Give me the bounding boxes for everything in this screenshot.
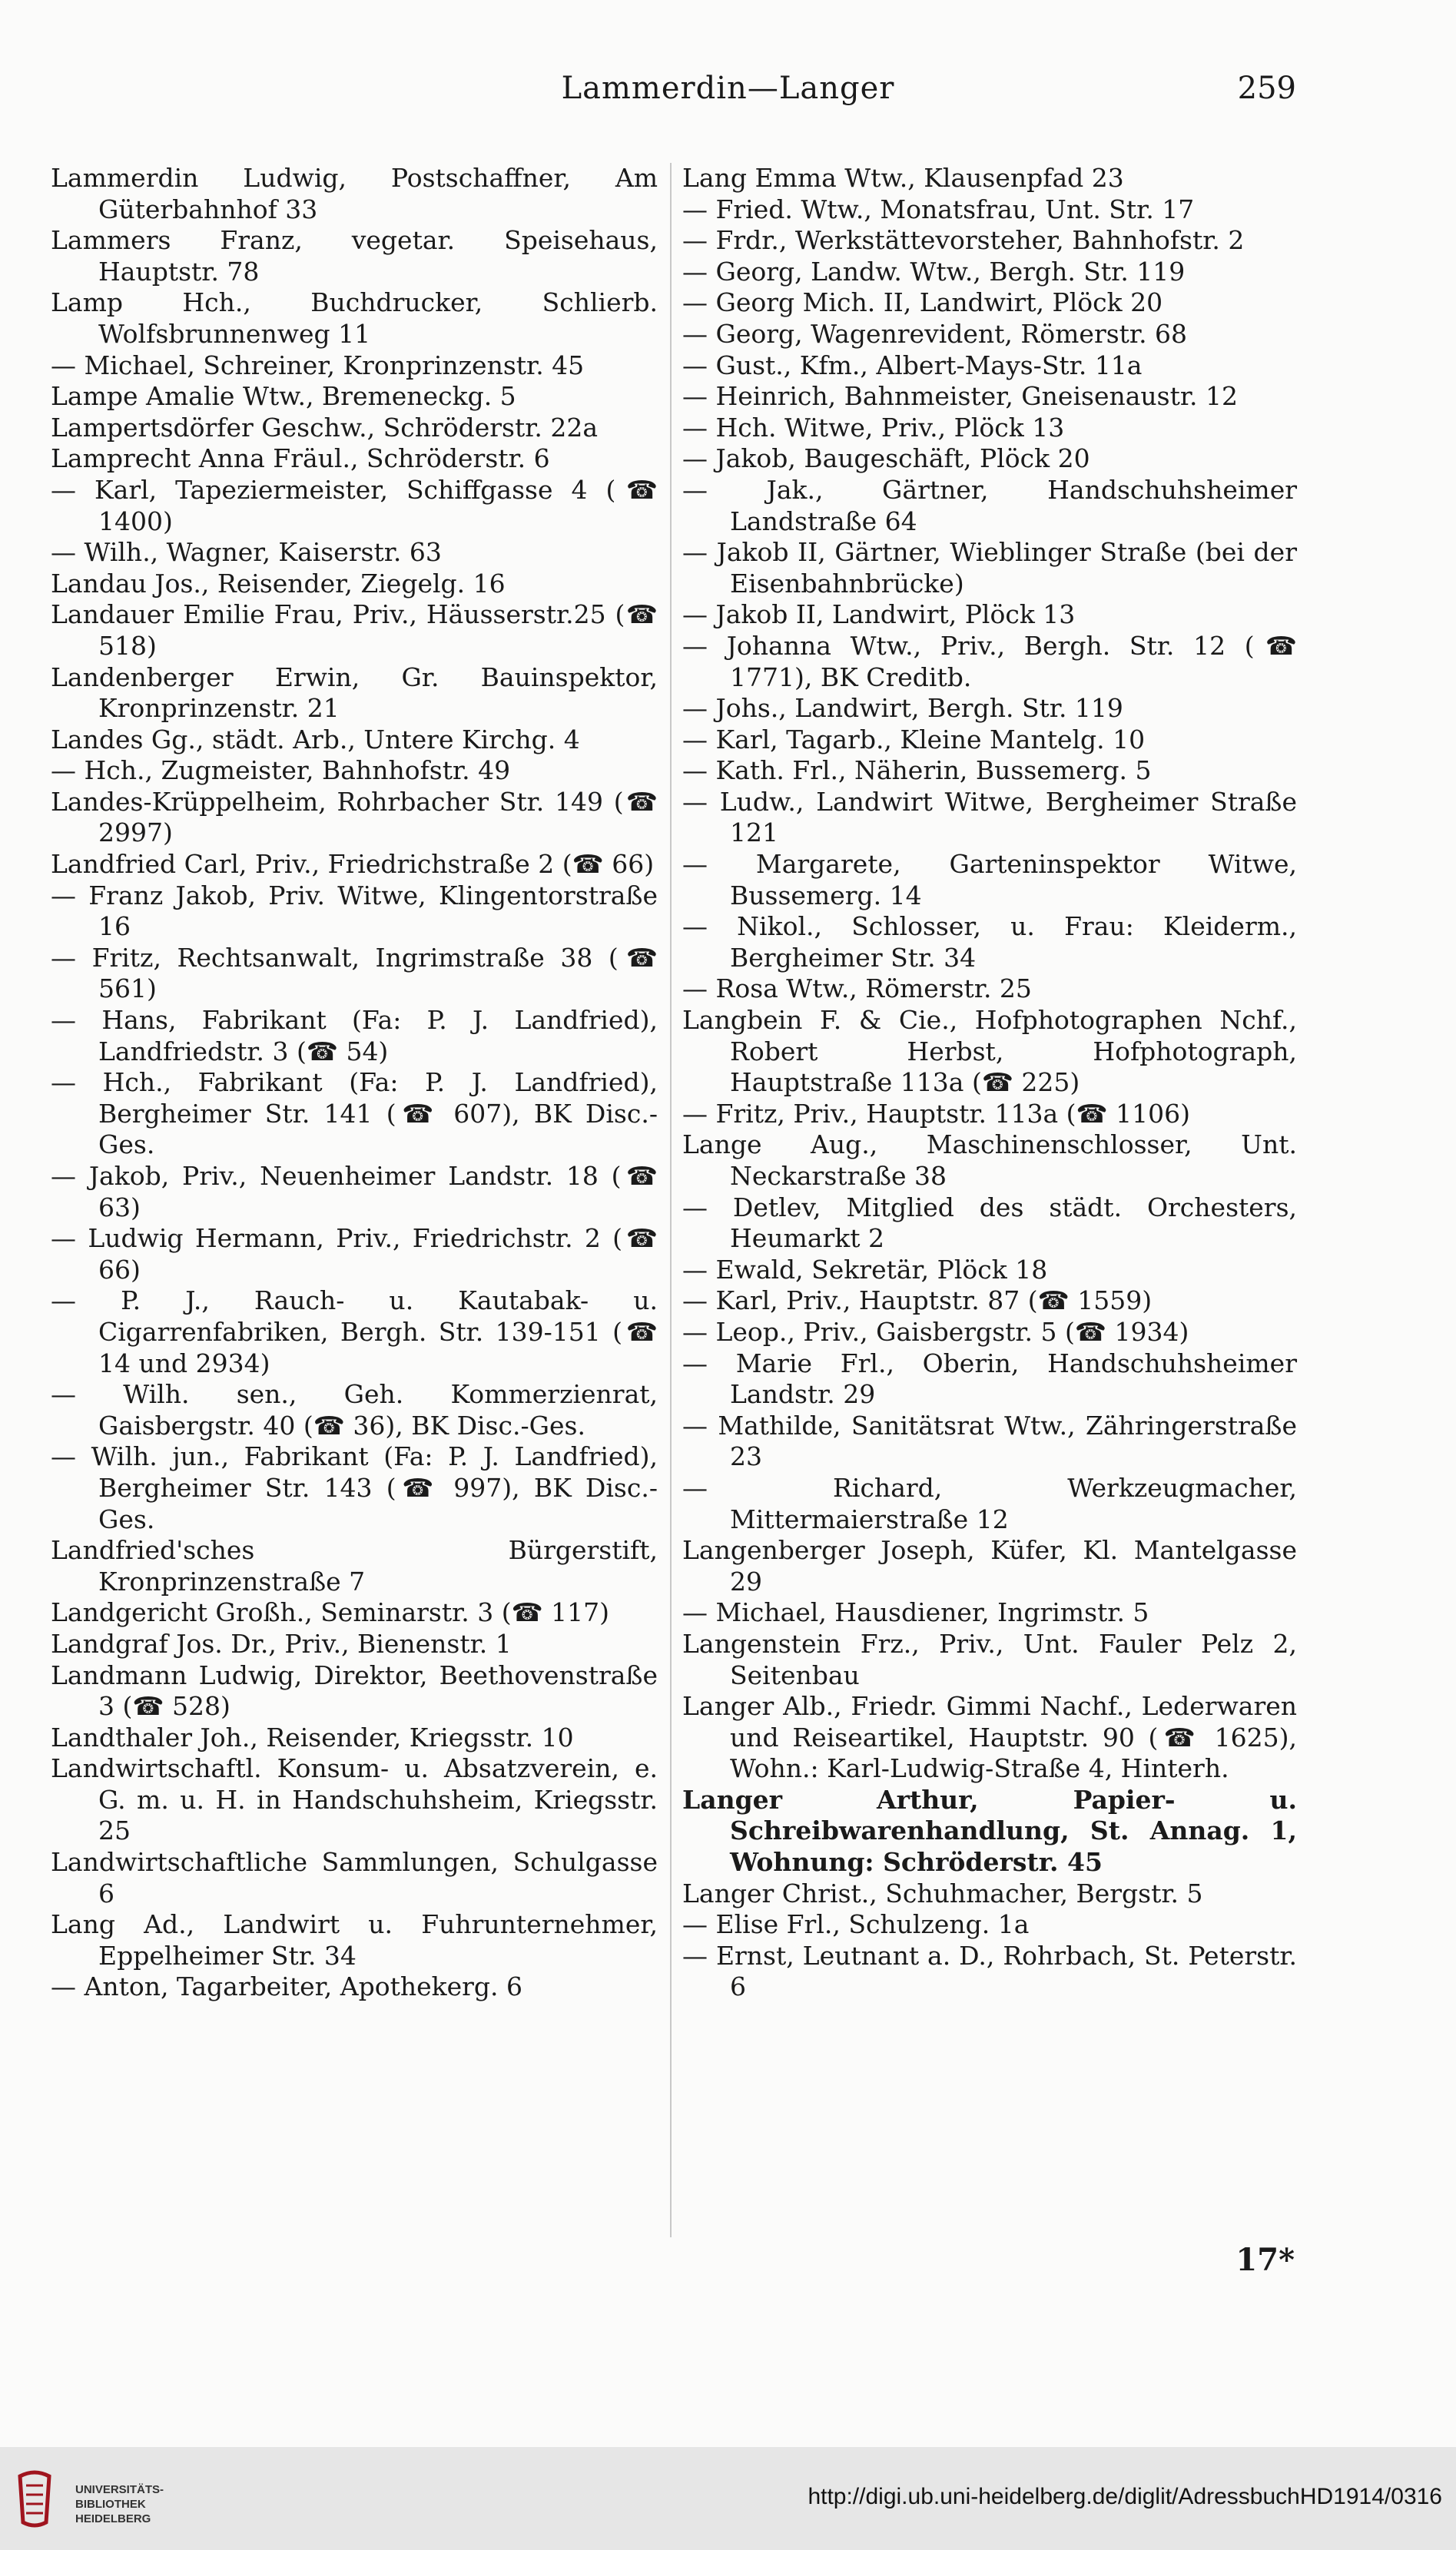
directory-entry: — Elise Frl., Schulzeng. 1a (682, 1909, 1030, 1940)
directory-entry: — Mathilde, Sanitätsrat Wtw., Zähringerstraße 23 (682, 1410, 1297, 1472)
directory-entry: — Fried. Wtw., Monatsfrau, Unt. Str. 17 (682, 194, 1195, 224)
directory-entry: — Ludw., Landwirt Witwe, Bergheimer Straße 121 (682, 786, 1297, 848)
page-number: 259 (1237, 71, 1296, 106)
directory-entry: — Hch. Witwe, Priv., Plöck 13 (682, 412, 1065, 443)
directory-entry: — Karl, Tapeziermeister, Schiffgasse 4 (☎ 1400) (51, 474, 658, 536)
directory-entry: Lamp Hch., Buchdrucker, Schlierb. Wolfsbrunnenweg 11 (51, 287, 658, 349)
directory-entry: — Marie Frl., Oberin, Handschuhsheimer Landstr. 29 (682, 1348, 1297, 1410)
directory-entry: — Gust., Kfm., Albert-Mays-Str. 11a (682, 350, 1143, 380)
signature-mark: 17* (1235, 2242, 1295, 2278)
directory-entry: Landfried'sches Bürgerstift, Kronprinzenstraße 7 (51, 1535, 658, 1597)
directory-entry: — Franz Jakob, Priv. Witwe, Klingentorstraße 16 (51, 880, 658, 942)
directory-entry: Langenberger Joseph, Küfer, Kl. Mantelgasse 29 (682, 1535, 1297, 1597)
directory-entry: — Jakob, Priv., Neuenheimer Landstr. 18 (☎ 63) (51, 1161, 658, 1222)
directory-entry: Landes-Krüppelheim, Rohrbacher Str. 149 (☎ 2997) (51, 786, 658, 848)
directory-entry: Landauer Emilie Frau, Priv., Häusserstr.25 (☎ 518) (51, 599, 658, 661)
library-name-line: HEIDELBERG (75, 2512, 151, 2525)
directory-entry: Lang Ad., Landwirt u. Fuhrunternehmer, Eppelheimer Str. 34 (51, 1909, 658, 1971)
directory-entry: — Leop., Priv., Gaisbergstr. 5 (☎ 1934) (682, 1316, 1189, 1347)
directory-entry: Langbein F. & Cie., Hofphotographen Nchf., Robert Herbst, Hofphotograph, Hauptstraße 113a (☎ 225) (682, 1005, 1297, 1098)
directory-entry: — Nikol., Schlosser, u. Frau: Kleiderm., Bergheimer Str. 34 (682, 911, 1297, 973)
column-divider (670, 163, 672, 2237)
directory-entry: Langer Christ., Schuhmacher, Bergstr. 5 (682, 1878, 1203, 1908)
directory-entry: Landgericht Großh., Seminarstr. 3 (☎ 117) (51, 1597, 610, 1628)
directory-entry: — Georg, Landw. Wtw., Bergh. Str. 119 (682, 256, 1186, 287)
directory-entry: Lang Emma Wtw., Klausenpfad 23 (682, 163, 1124, 193)
directory-entry: Lammers Franz, vegetar. Speisehaus, Hauptstr. 78 (51, 225, 658, 287)
directory-entry: Landmann Ludwig, Direktor, Beethovenstraße 3 (☎ 528) (51, 1660, 658, 1722)
directory-entry: — Johs., Landwirt, Bergh. Str. 119 (682, 693, 1123, 724)
library-name (75, 2482, 164, 2526)
directory-entry: — Detlev, Mitglied des städt. Orchesters, Heumarkt 2 (682, 1192, 1297, 1254)
directory-entry: — Jak., Gärtner, Handschuhsheimer Landstraße 64 (682, 474, 1297, 536)
directory-entry: — Ewald, Sekretär, Plöck 18 (682, 1254, 1048, 1285)
directory-entry: — P. J., Rauch- u. Kautabak- u. Cigarrenfabriken, Bergh. Str. 139-151 (☎ 14 und 2934) (51, 1285, 658, 1378)
directory-entry: — Hans, Fabrikant (Fa: P. J. Landfried), Landfriedstr. 3 (☎ 54) (51, 1005, 658, 1066)
directory-entry: Landgraf Jos. Dr., Priv., Bienenstr. 1 (51, 1628, 512, 1659)
directory-entry: — Karl, Tagarb., Kleine Mantelg. 10 (682, 724, 1146, 754)
directory-entry: Landwirtschaftliche Sammlungen, Schulgasse 6 (51, 1847, 658, 1908)
directory-entry: — Wilh. sen., Geh. Kommerzienrat, Gaisbergstr. 40 (☎ 36), BK Disc.-Ges. (51, 1379, 658, 1441)
directory-entry: — Jakob II, Landwirt, Plöck 13 (682, 599, 1076, 630)
directory-entry: Landenberger Erwin, Gr. Bauinspektor, Kronprinzenstr. 21 (51, 662, 658, 724)
directory-entry: Landthaler Joh., Reisender, Kriegsstr. 10 (51, 1722, 574, 1753)
directory-entry: — Michael, Hausdiener, Ingrimstr. 5 (682, 1597, 1149, 1628)
directory-entry: — Richard, Werkzeugmacher, Mittermaierstraße 12 (682, 1472, 1297, 1534)
directory-entry: — Wilh. jun., Fabrikant (Fa: P. J. Landfried), Bergheimer Str. 143 (☎ 997), BK Disc.-Ges. (51, 1441, 658, 1534)
directory-entry: — Heinrich, Bahnmeister, Gneisenaustr. 12 (682, 381, 1238, 412)
library-name-line: BIBLIOTHEK (75, 2498, 146, 2511)
source-url-link[interactable]: http://digi.ub.uni-heidelberg.de/diglit/AdressbuchHD1914/0316 (808, 2484, 1442, 2509)
directory-entry: Lamprecht Anna Fräul., Schröderstr. 6 (51, 443, 550, 474)
right-column (682, 163, 1297, 2003)
directory-entry: — Georg Mich. II, Landwirt, Plöck 20 (682, 287, 1163, 318)
directory-entry: — Rosa Wtw., Römerstr. 25 (682, 973, 1032, 1004)
directory-entry: — Karl, Priv., Hauptstr. 87 (☎ 1559) (682, 1285, 1153, 1316)
directory-entry: — Kath. Frl., Näherin, Bussemerg. 5 (682, 755, 1152, 786)
directory-entry: Lange Aug., Maschinenschlosser, Unt. Neckarstraße 38 (682, 1129, 1297, 1191)
directory-entry: Lampe Amalie Wtw., Bremeneckg. 5 (51, 381, 516, 412)
directory-entry: Landfried Carl, Priv., Friedrichstraße 2 (☎ 66) (51, 849, 655, 880)
directory-entry: Langer Alb., Friedr. Gimmi Nachf., Lederwaren und Reiseartikel, Hauptstr. 90 (☎ 1625), Wohn.: Karl-Ludwig-Straße 4, Hinterh. (682, 1691, 1297, 1784)
directory-entry: Lampertsdörfer Geschw., Schröderstr. 22a (51, 412, 599, 443)
directory-entry: — Michael, Schreiner, Kronprinzenstr. 45 (51, 350, 585, 380)
directory-entry: — Hch., Fabrikant (Fa: P. J. Landfried), Bergheimer Str. 141 (☎ 607), BK Disc.-Ges. (51, 1067, 658, 1160)
directory-entry: — Ernst, Leutnant a. D., Rohrbach, St. Peterstr. 6 (682, 1940, 1297, 2002)
left-column (51, 163, 658, 2003)
library-logo[interactable] (15, 2465, 184, 2532)
footer-bar (0, 2447, 1456, 2550)
directory-entry: Langenstein Frz., Priv., Unt. Fauler Pelz 2, Seitenbau (682, 1628, 1297, 1690)
library-seal-icon (15, 2469, 54, 2530)
directory-entry: — Frdr., Werkstättevorsteher, Bahnhofstr. 2 (682, 225, 1245, 256)
directory-entry: Landwirtschaftl. Konsum- u. Absatzverein, e. G. m. u. H. in Handschuhsheim, Kriegsstr. 25 (51, 1753, 658, 1846)
directory-entry: — Margarete, Garteninspektor Witwe, Bussemerg. 14 (682, 849, 1297, 910)
directory-entry: — Wilh., Wagner, Kaiserstr. 63 (51, 537, 442, 568)
directory-entry: — Fritz, Priv., Hauptstr. 113a (☎ 1106) (682, 1098, 1190, 1129)
directory-entry: Lammerdin Ludwig, Postschaffner, Am Güterbahnhof 33 (51, 163, 658, 224)
directory-entry: — Georg, Wagenrevident, Römerstr. 68 (682, 318, 1188, 349)
directory-entry: — Jakob II, Gärtner, Wieblinger Straße (bei der Eisenbahnbrücke) (682, 537, 1297, 599)
page-title: Lammerdin—Langer (561, 71, 895, 106)
directory-entry: — Hch., Zugmeister, Bahnhofstr. 49 (51, 755, 511, 786)
directory-entry: — Jakob, Baugeschäft, Plöck 20 (682, 443, 1090, 474)
directory-entry: — Anton, Tagarbeiter, Apothekerg. 6 (51, 1971, 523, 2002)
directory-entry: — Ludwig Hermann, Priv., Friedrichstr. 2 (☎ 66) (51, 1223, 658, 1285)
directory-entry: Landes Gg., städt. Arb., Untere Kirchg. 4 (51, 724, 580, 754)
directory-entry-highlighted: Langer Arthur, Papier- u. Schreibwarenhandlung, St. Annag. 1, Wohnung: Schröderstr. 45 (682, 1784, 1297, 1878)
directory-entry: Landau Jos., Reisender, Ziegelg. 16 (51, 568, 506, 599)
directory-entry: — Johanna Wtw., Priv., Bergh. Str. 12 (☎ 1771), BK Creditb. (682, 630, 1297, 692)
library-name-line: UNIVERSITÄTS- (75, 2483, 164, 2496)
directory-entry: — Fritz, Rechtsanwalt, Ingrimstraße 38 (☎ 561) (51, 942, 658, 1004)
